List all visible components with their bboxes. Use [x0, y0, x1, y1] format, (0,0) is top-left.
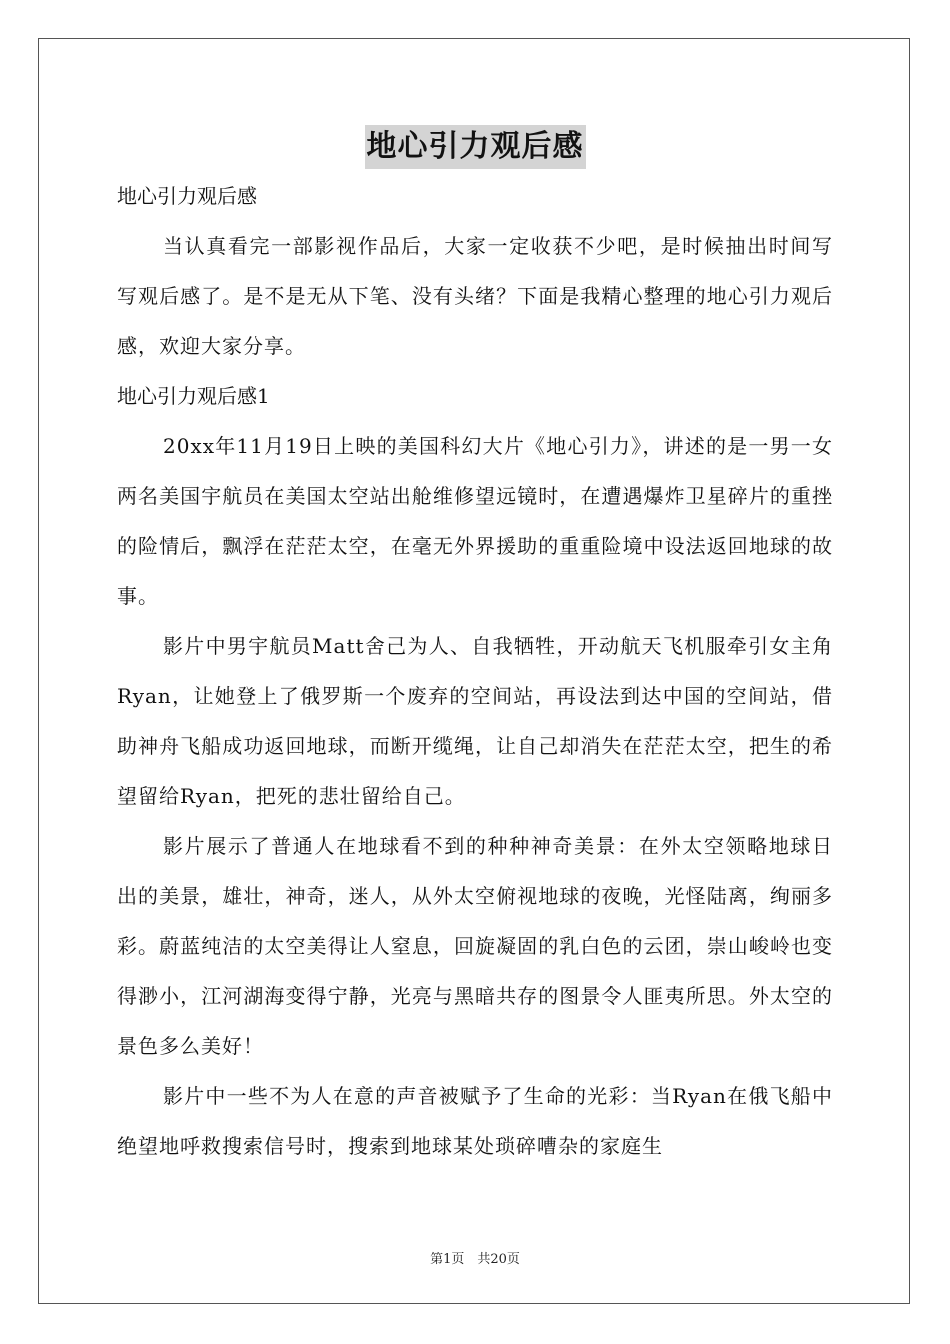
body-paragraph: 影片中一些不为人在意的声音被赋予了生命的光彩：当Ryan在俄飞船中绝望地呼救搜索信号时，搜索到地球某处琐碎嘈杂的家庭生: [117, 1084, 833, 1158]
section-heading: 地心引力观后感1: [117, 384, 270, 408]
body-paragraph: 20xx年11月19日上映的美国科幻大片《地心引力》，讲述的是一男一女两名美国宇航员在美国太空站出舱维修望远镜时，在遭遇爆炸卫星碎片的重挫的险情后，飘浮在茫茫太空，在毫无外界援助的重重险境中设法返回地球的故事。: [117, 434, 833, 608]
body-paragraph: 影片中男宇航员Matt舍己为人、自我牺牲，开动航天飞机服牵引女主角Ryan，让她登上了俄罗斯一个废弃的空间站，再设法到达中国的空间站，借助神舟飞船成功返回地球，而断开缆绳，让自己却消失在茫茫太空，把生的希望留给Ryan，把死的悲壮留给自己。: [117, 634, 833, 808]
page-footer: [0, 1248, 950, 1267]
document-body: [117, 125, 833, 1171]
intro-paragraph: 当认真看完一部影视作品后，大家一定收获不少吧，是时候抽出时间写写观后感了。是不是无从下笔、没有头绪？下面是我精心整理的地心引力观后感，欢迎大家分享。: [117, 234, 833, 358]
body-paragraph: 影片展示了普通人在地球看不到的种种神奇美景：在外太空领略地球日出的美景，雄壮，神奇，迷人，从外太空俯视地球的夜晚，光怪陆离，绚丽多彩。蔚蓝纯洁的太空美得让人窒息，回旋凝固的乳白色的云团，崇山峻岭也变得渺小，江河湖海变得宁静，光亮与黑暗共存的图景令人匪夷所思。外太空的景色多么美好！: [117, 834, 833, 1058]
title-wrap: [117, 125, 833, 169]
document-title: 地心引力观后感: [365, 125, 586, 169]
document-subtitle: 地心引力观后感: [117, 184, 257, 208]
page-number: 第1页 共20页: [430, 1252, 520, 1267]
